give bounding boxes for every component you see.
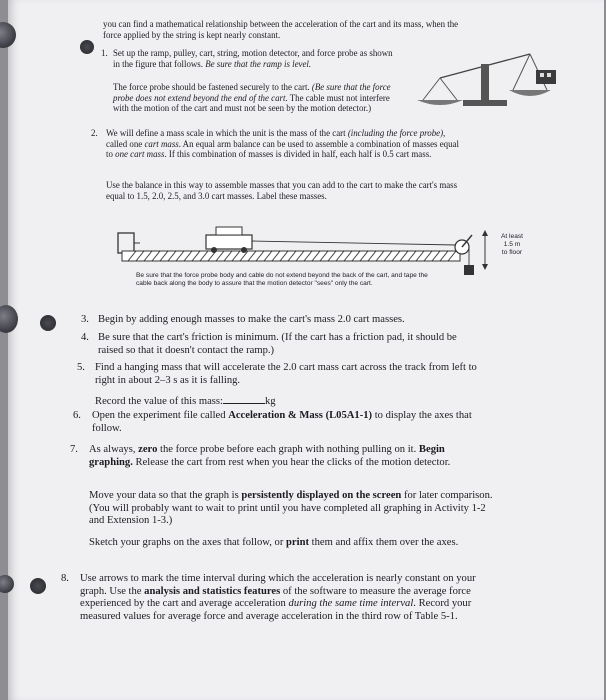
punch-dot-1	[80, 40, 94, 54]
step-4-number: 4.	[81, 332, 89, 343]
step-5-number: 5.	[77, 362, 85, 373]
step-1-text: Set up the ramp, pulley, cart, string, motion detector, and force probe as shown in the figure that follows. Be sure that the ramp is level.	[113, 48, 393, 69]
step-2-number: 2.	[91, 128, 98, 138]
step-2-text: We will define a mass scale in which the unit is the mass of the cart (including the force probe), called one cart mass. An equal arm balance can be used to assemble a combination of masses equal to one cart mass. If this combination of masses is divided in half, each half is 0.5 cart mass.	[106, 128, 459, 159]
step-4-text: Be sure that the cart's friction is minimum. (If the cart has a friction pad, it should be raised so that it doesn't contact the ramp.)	[98, 332, 457, 356]
step-3-text: Begin by adding enough masses to make the cart's mass 2.0 cart masses.	[98, 314, 405, 325]
step-7-sketch-text: Sketch your graphs on the axes that follow, or print them and affix them over the axes.	[89, 537, 459, 548]
distance-arrow-icon	[481, 230, 489, 270]
ramp-setup-figure	[110, 205, 480, 277]
step-5-record: Record the value of this mass: kg	[95, 393, 395, 409]
equal-arm-balance-icon	[405, 48, 570, 110]
figure-caption: Be sure that the force probe body and cable do not extend beyond the back of the cart, and tape the cable back along the body to assure that the motion detector "sees" only the cart.	[136, 272, 428, 287]
distance-note: At least 1.5 m to floor	[501, 233, 523, 256]
step-8-text: Use arrows to mark the time interval during which the acceleration is nearly constant on your graph. Use the analysis and statistics features of the software to measure the average force experienced by the cart and average acceleration during the same time interval. Record your measured values for average force and average acceleration in the third row of Table 5-1.	[80, 573, 476, 622]
punch-dot-2	[40, 315, 56, 331]
intro-paragraph: you can find a mathematical relationship between the acceleration of the cart and its mass, when the force applied by the string is kept nearly constant.	[103, 19, 459, 40]
step-7-text: As always, zero the force probe before each graph with nothing pulling on it. Begin graphing. Release the cart from rest when you hear the clicks of the motion detector.	[89, 444, 451, 468]
step-6-number: 6.	[73, 410, 81, 421]
step-7-persist-text: Move your data so that the graph is persistently displayed on the screen for later comparison. (You will probably want to wait to print until you have completed all graphing in Activity 1-2 and Extension 1-3.)	[89, 490, 493, 526]
step-3-number: 3.	[81, 314, 89, 325]
step-8-number: 8.	[61, 573, 69, 584]
step-1-note: The force probe should be fastened securely to the cart. (Be sure that the force probe does not extend beyond the end of the cart. The cable must not interfere with the motion of the cart and must not be seen by the motion detector.)	[113, 82, 391, 113]
step-6-text: Open the experiment file called Acceleration & Mass (L05A1-1) to display the axes that follow.	[92, 410, 472, 434]
mass-blank[interactable]	[223, 393, 265, 404]
punch-dot-3	[30, 578, 46, 594]
step-1-number: 1.	[101, 48, 108, 58]
step-2-instructions: Use the balance in this way to assemble masses that you can add to the cart to make the cart's mass equal to 1.5, 2.0, 2.5, and 3.0 cart masses. Label these masses.	[106, 180, 458, 201]
step-5-text: Find a hanging mass that will accelerate the 2.0 cart mass cart across the track from left to right in about 2–3 s as it is falling.	[95, 362, 477, 386]
step-7-number: 7.	[70, 444, 78, 455]
